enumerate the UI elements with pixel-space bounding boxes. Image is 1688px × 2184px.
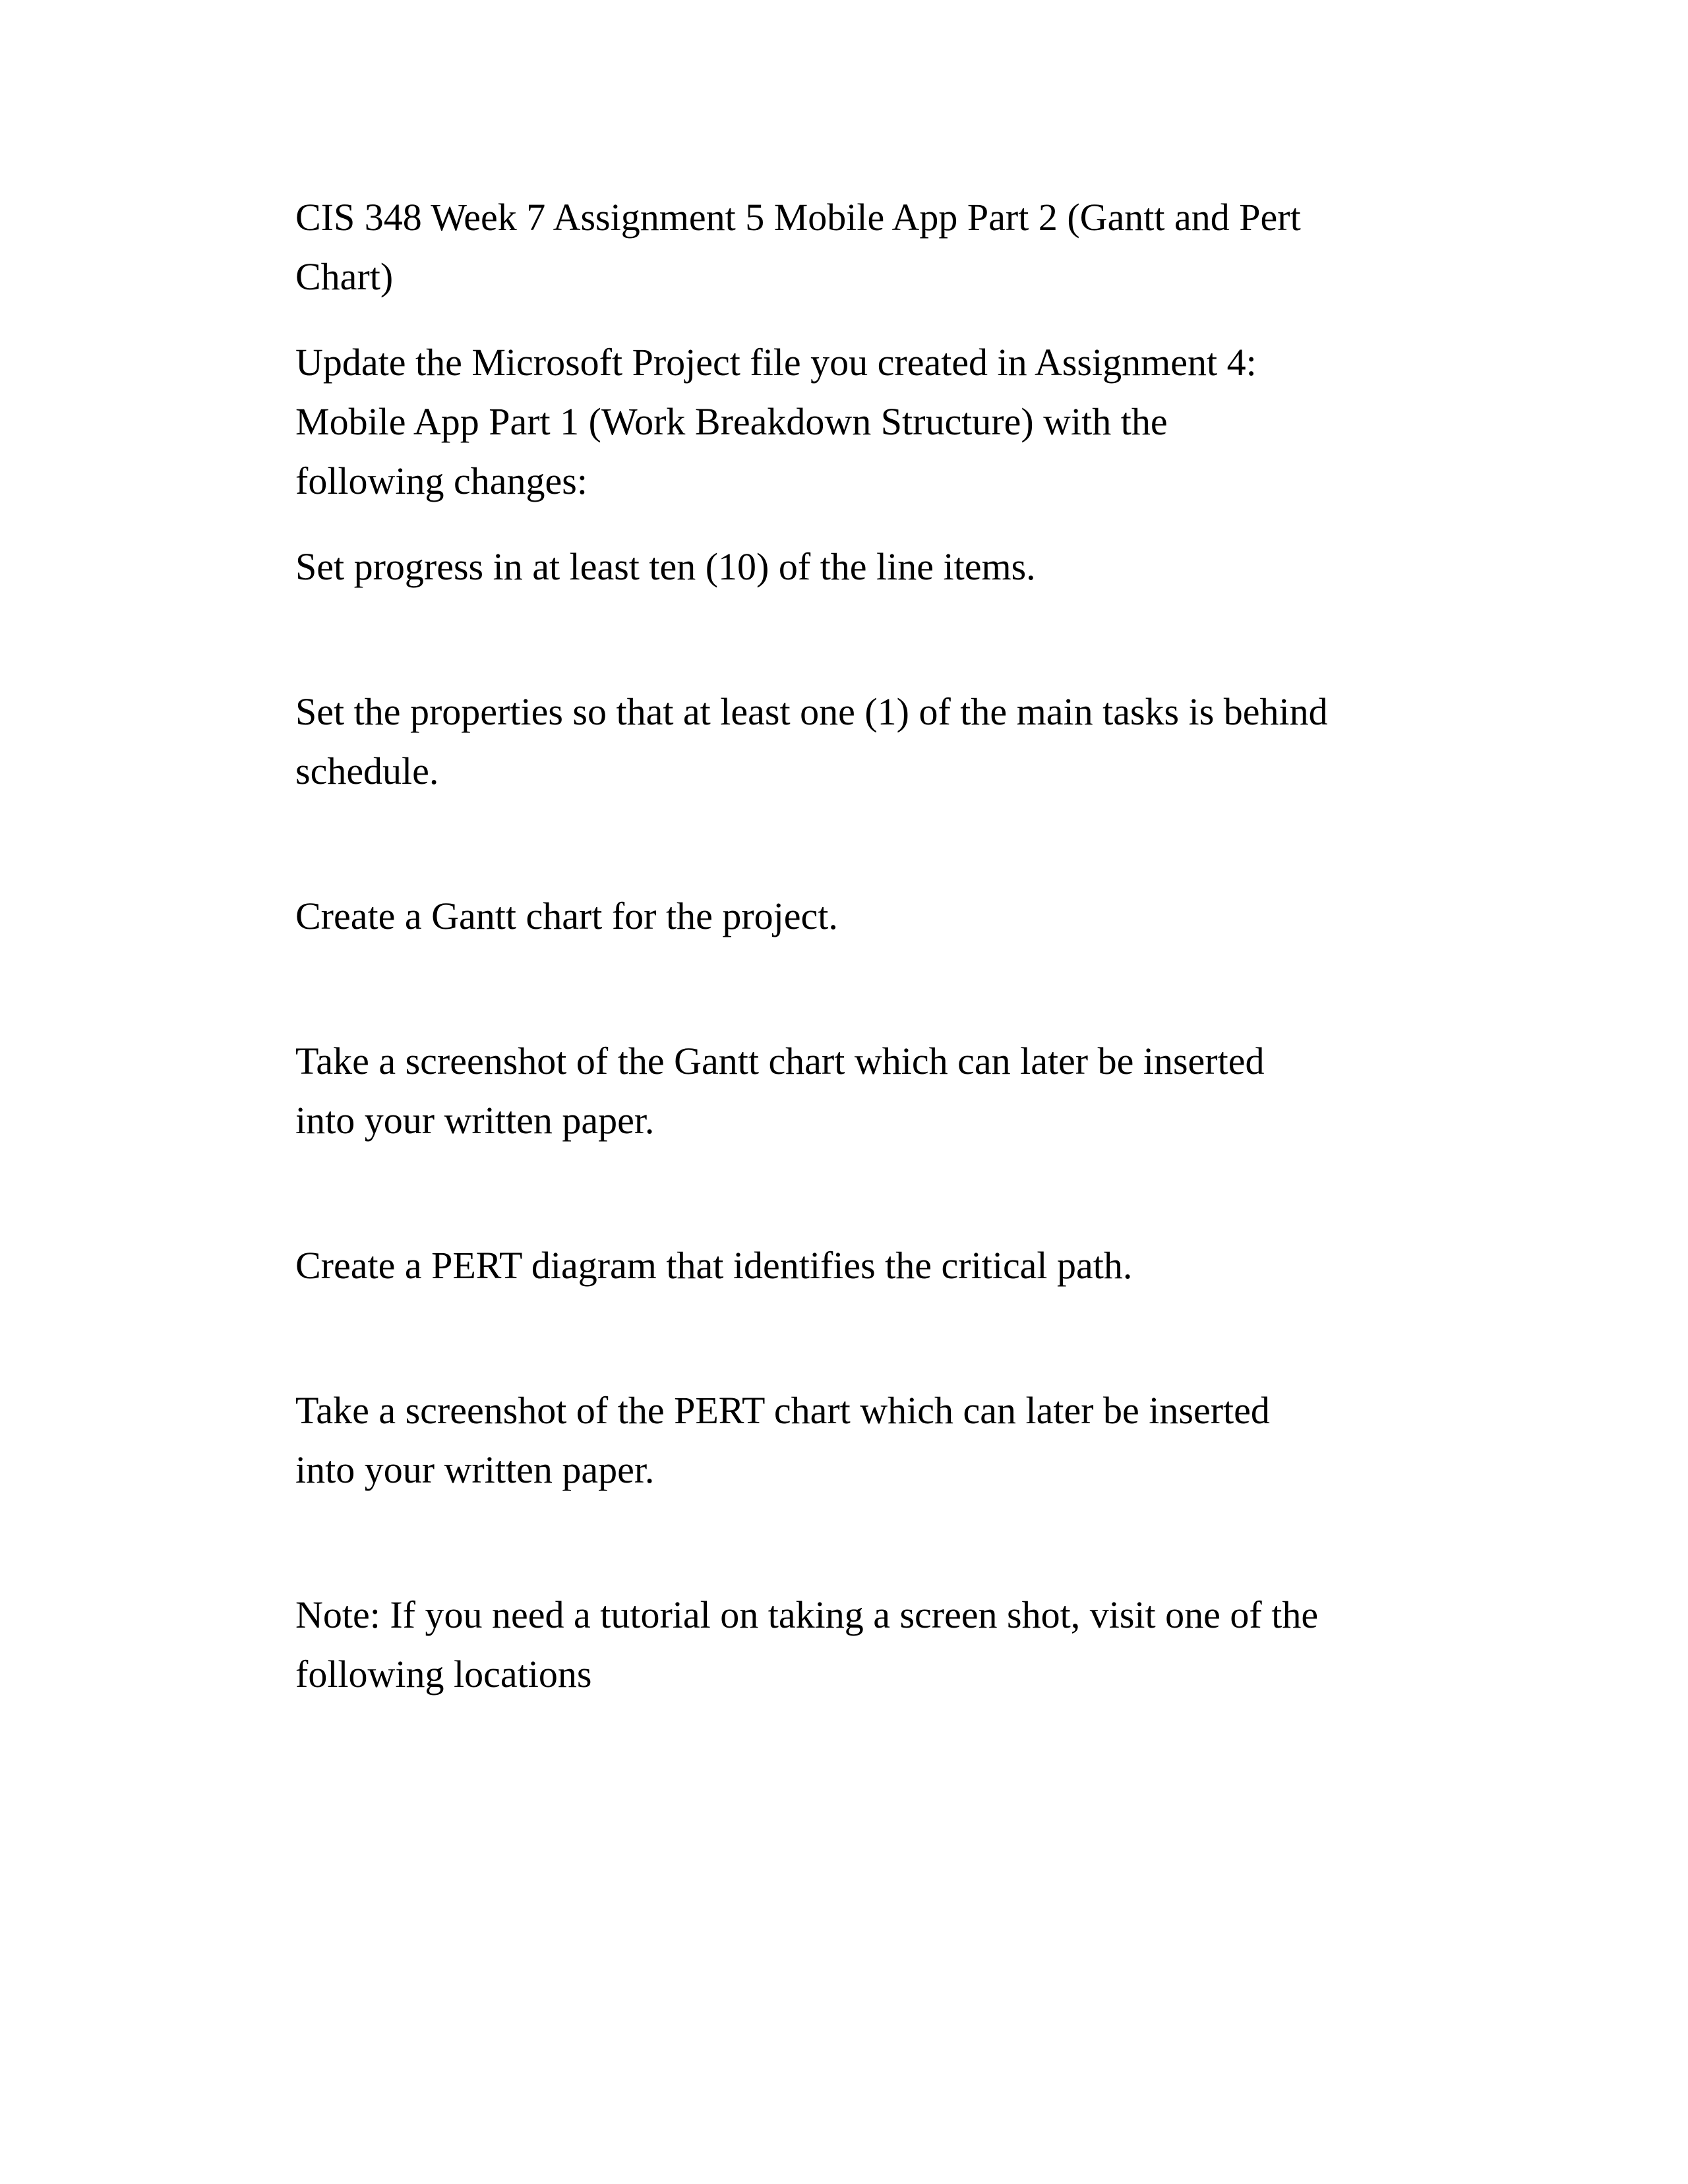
text-line: following locations <box>295 1653 592 1696</box>
text-line: into your written paper. <box>295 1099 655 1142</box>
paragraph-create-gantt <box>295 887 1536 946</box>
text-line: Set progress in at least ten (10) of the line items. <box>295 545 1036 588</box>
paragraph-create-pert <box>295 1236 1536 1295</box>
text-line: Update the Microsoft Project file you created in Assignment 4: <box>295 341 1257 384</box>
text-line: Mobile App Part 1 (Work Breakdown Structure) with the <box>295 400 1168 443</box>
text-line: schedule. <box>295 750 439 792</box>
text-line: Note: If you need a tutorial on taking a screen shot, visit one of the <box>295 1593 1319 1636</box>
paragraph-set-properties <box>295 682 1536 801</box>
text-line: Set the properties so that at least one (1) of the main tasks is behind <box>295 690 1328 733</box>
text-line: Take a screenshot of the Gantt chart which can later be inserted <box>295 1040 1265 1082</box>
paragraph-set-progress <box>295 537 1536 597</box>
title-line: CIS 348 Week 7 Assignment 5 Mobile App Part 2 (Gantt and Pert <box>295 196 1301 239</box>
paragraph-note-tutorial <box>295 1585 1536 1704</box>
paragraph-update-project <box>295 333 1536 511</box>
paragraph-screenshot-pert <box>295 1381 1536 1500</box>
text-line: Create a Gantt chart for the project. <box>295 895 838 937</box>
document-title <box>295 188 1536 307</box>
paragraph-screenshot-gantt <box>295 1032 1536 1150</box>
text-line: into your written paper. <box>295 1448 655 1491</box>
text-line: Create a PERT diagram that identifies the critical path. <box>295 1244 1133 1287</box>
text-line: following changes: <box>295 459 588 502</box>
text-line: Take a screenshot of the PERT chart which can later be inserted <box>295 1389 1270 1432</box>
title-line: Chart) <box>295 255 394 298</box>
